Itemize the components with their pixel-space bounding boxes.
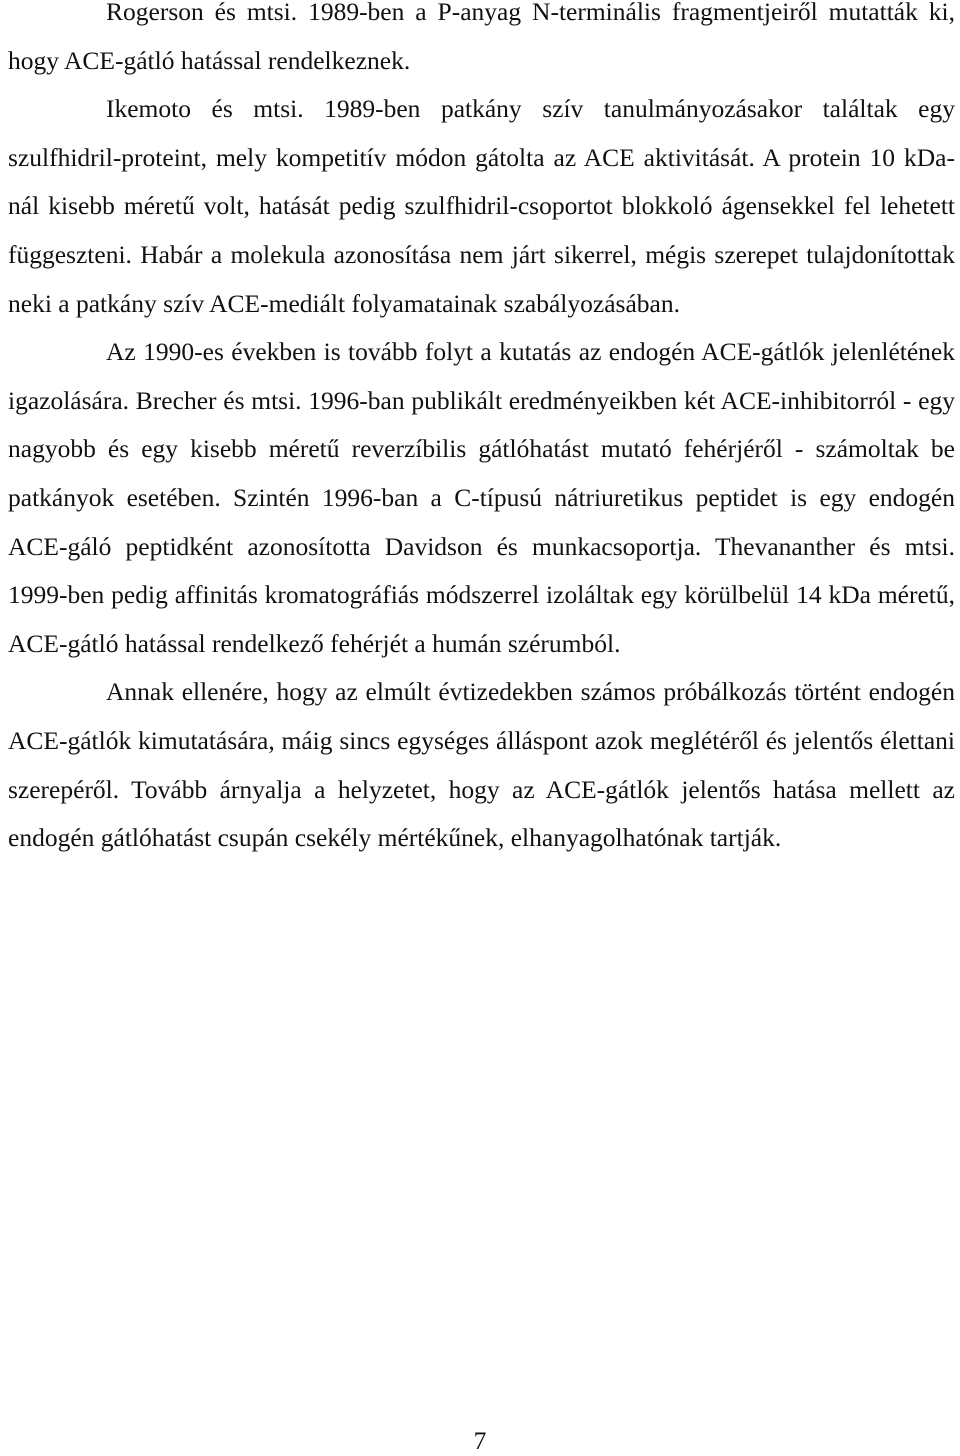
paragraph-conclusion: Annak ellenére, hogy az elmúlt évtizedekben számos próbálkozás történt endogén ACE-gátlók kimutatására, máig sincs egységes álláspont azok meglétéről és jelentős élettani szerepéről. Tovább árnyalja a helyzetet, hogy az ACE-gátlók jelentős hatása mellett az endogén gátlóhatást csupán csekély mértékűnek, elhanyagolhatónak tartják. (8, 677, 955, 853)
page-number: 7 (473, 1426, 487, 1455)
paragraph-1990s-research: Az 1990-es években is tovább folyt a kutatás az endogén ACE-gátlók jelenlétének igazolására. Brecher és mtsi. 1996-ban publikált eredményeikben két ACE-inhibitorról - egy nagyobb és egy kisebb méretű reverzíbilis gátlóhatást mutató fehérjéről - számoltak be patkányok esetében. Szintén 1996-ban a C-típusú nátriuretikus peptidet is egy endogén ACE-gáló peptidként azonosította Davidson és munkacsoportja. Thevananther és mtsi. 1999-ben pedig affinitás kromatográfiás módszerrel izoláltak egy körülbelül 14 kDa méretű, ACE-gátló hatással rendelkező fehérjét a humán szérumból. (8, 337, 955, 658)
paragraph-rogerson: Rogerson és mtsi. 1989-ben a P-anyag N-terminális fragmentjeiről mutatták ki, hogy ACE-gátló hatással rendelkeznek. (8, 0, 955, 75)
document-body (8, 0, 955, 863)
paragraph-ikemoto: Ikemoto és mtsi. 1989-ben patkány szív tanulmányozásakor találtak egy szulfhidril-proteint, mely kompetitív módon gátolta az ACE aktivitását. A protein 10 kDa-nál kisebb méretű volt, hatását pedig szulfhidril-csoportot blokkoló ágensekkel fel lehetett függeszteni. Habár a molekula azonosítása nem járt sikerrel, mégis szerepet tulajdonítottak neki a patkány szív ACE-mediált folyamatainak szabályozásában. (8, 94, 955, 318)
